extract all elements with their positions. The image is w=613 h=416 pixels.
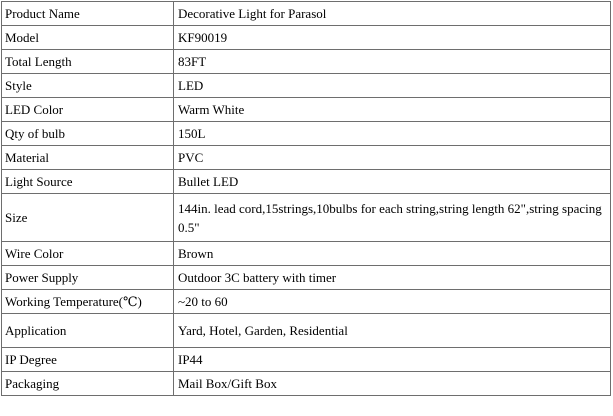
table-row (2, 314, 611, 348)
spec-label: Power Supply (2, 266, 174, 290)
spec-value: PVC (174, 146, 611, 170)
table-row (2, 146, 611, 170)
spec-value: Brown (174, 242, 611, 266)
spec-value: Bullet LED (174, 170, 611, 194)
table-row (2, 74, 611, 98)
table-row (2, 98, 611, 122)
spec-label: LED Color (2, 98, 174, 122)
spec-label: Qty of bulb (2, 122, 174, 146)
spec-label: Working Temperature(℃) (2, 290, 174, 314)
spec-label: Material (2, 146, 174, 170)
table-row (2, 170, 611, 194)
table-row (2, 266, 611, 290)
spec-table-body (2, 2, 611, 396)
spec-value: Decorative Light for Parasol (174, 2, 611, 26)
spec-label: IP Degree (2, 348, 174, 372)
table-row (2, 122, 611, 146)
table-row (2, 242, 611, 266)
table-row (2, 26, 611, 50)
spec-value: KF90019 (174, 26, 611, 50)
spec-value: Yard, Hotel, Garden, Residential (174, 314, 611, 348)
spec-label: Application (2, 314, 174, 348)
spec-label: Wire Color (2, 242, 174, 266)
spec-value: ~20 to 60 (174, 290, 611, 314)
spec-value: Warm White (174, 98, 611, 122)
spec-label: Light Source (2, 170, 174, 194)
spec-value: 83FT (174, 50, 611, 74)
spec-label: Style (2, 74, 174, 98)
table-row (2, 194, 611, 242)
table-row (2, 290, 611, 314)
table-row (2, 50, 611, 74)
spec-value: Outdoor 3C battery with timer (174, 266, 611, 290)
table-row (2, 348, 611, 372)
spec-label: Model (2, 26, 174, 50)
spec-label: Size (2, 194, 174, 242)
spec-value: Mail Box/Gift Box (174, 372, 611, 396)
spec-value: LED (174, 74, 611, 98)
product-spec-table (1, 1, 611, 396)
table-row (2, 2, 611, 26)
spec-value: 144in. lead cord,15strings,10bulbs for each string,string length 62",string spacing 0.5" (174, 194, 611, 242)
spec-value: 150L (174, 122, 611, 146)
spec-label: Total Length (2, 50, 174, 74)
spec-label: Packaging (2, 372, 174, 396)
table-row (2, 372, 611, 396)
spec-value: IP44 (174, 348, 611, 372)
spec-label: Product Name (2, 2, 174, 26)
